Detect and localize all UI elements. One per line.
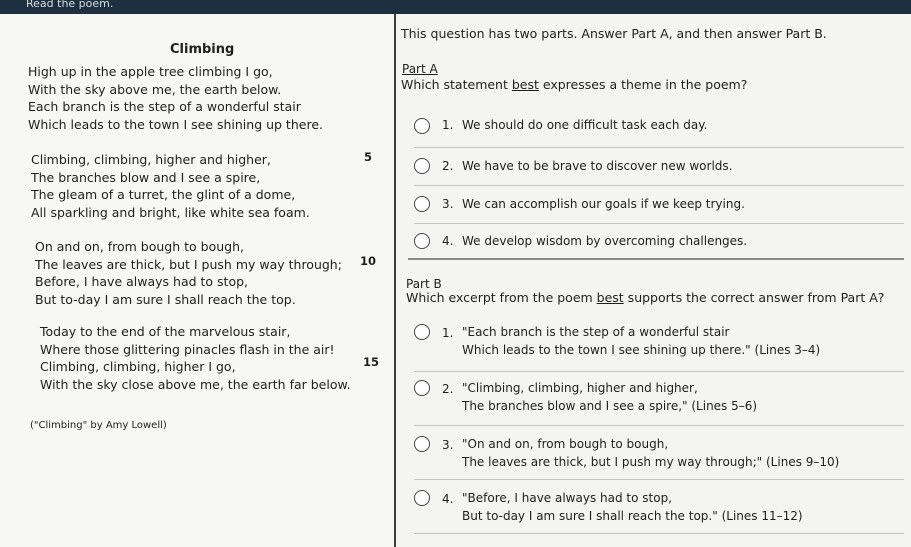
question-intro: This question has two parts. Answer Part A, and then answer Part B. xyxy=(401,26,827,41)
option-text-line-2: But to-day I am sure I shall reach the top." (Lines 11–12) xyxy=(462,509,803,523)
poem-line: All sparkling and bright, like white sea foam. xyxy=(31,204,310,220)
option-text: We can accomplish our goals if we keep trying. xyxy=(462,197,745,211)
poem-panel xyxy=(0,14,394,547)
poem-line: Which leads to the town I see shining up there. xyxy=(28,116,323,132)
part-b-option-1[interactable] xyxy=(414,316,904,372)
poem-line: Climbing, climbing, higher I go, xyxy=(40,359,236,374)
option-number: 2. xyxy=(442,382,454,396)
option-number: 3. xyxy=(442,438,454,452)
poem-line: With the sky close above me, the earth far below. xyxy=(40,376,351,392)
radio-button[interactable] xyxy=(414,158,430,174)
radio-button[interactable] xyxy=(414,490,430,506)
poem-line: With the sky above me, the earth below. xyxy=(28,81,282,97)
part-b-option-3[interactable] xyxy=(414,426,904,480)
option-text-line-1: "Each branch is the step of a wonderful stair xyxy=(462,325,730,339)
poem-line: Today to the end of the marvelous stair, xyxy=(40,324,291,339)
poem-line: Each branch is the step of a wonderful stair xyxy=(28,99,301,114)
part-separator xyxy=(408,258,904,260)
part-a-option-1[interactable] xyxy=(414,110,904,148)
stanza-1 xyxy=(28,63,348,133)
part-a-prompt-end: expresses a theme in the poem? xyxy=(538,77,748,92)
option-number: 1. xyxy=(442,118,454,132)
poem-line: Where those glittering pinacles flash in the air! xyxy=(40,341,335,357)
stanza-3 xyxy=(35,238,355,308)
line-number-10: 10 xyxy=(360,254,377,268)
option-number: 4. xyxy=(442,234,454,248)
part-b-option-2[interactable] xyxy=(414,372,904,426)
line-number-15: 15 xyxy=(363,355,380,369)
instruction-text: Read the poem. xyxy=(26,0,114,10)
option-number: 1. xyxy=(442,326,454,340)
option-text-line-1: "Climbing, climbing, higher and higher, xyxy=(462,381,698,395)
poem-line: High up in the apple tree climbing I go, xyxy=(28,64,273,79)
option-text-line-1: "On and on, from bough to bough, xyxy=(462,437,669,451)
line-number-5: 5 xyxy=(364,150,373,164)
part-a-option-2[interactable] xyxy=(414,148,904,186)
option-number: 4. xyxy=(442,492,454,506)
radio-button[interactable] xyxy=(414,380,430,396)
part-b-prompt-start: Which excerpt from the poem xyxy=(406,290,597,305)
part-a-prompt-start: Which statement xyxy=(401,77,512,92)
option-text: We develop wisdom by overcoming challenges. xyxy=(462,234,748,248)
poem-line: On and on, from bough to bough, xyxy=(35,239,244,254)
part-a-prompt xyxy=(401,77,747,92)
part-b-prompt xyxy=(406,290,884,305)
top-instruction-bar xyxy=(0,0,911,14)
poem-line: The gleam of a turret, the glint of a dome, xyxy=(31,187,296,202)
radio-button[interactable] xyxy=(414,118,430,134)
part-a-label: Part A xyxy=(402,62,438,76)
poem-line: Climbing, climbing, higher and higher, xyxy=(31,152,271,167)
option-number: 2. xyxy=(442,159,454,173)
radio-button[interactable] xyxy=(414,233,430,249)
option-text-line-2: Which leads to the town I see shining up there." (Lines 3–4) xyxy=(462,343,821,357)
poem-credit: ("Climbing" by Amy Lowell) xyxy=(30,420,167,431)
part-a-prompt-emphasis: best xyxy=(511,77,539,92)
poem-title: Climbing xyxy=(170,42,235,57)
radio-button[interactable] xyxy=(414,436,430,452)
part-b-prompt-emphasis: best xyxy=(596,290,624,305)
option-text: We should do one difficult task each day. xyxy=(462,118,708,132)
radio-button[interactable] xyxy=(414,324,430,340)
part-b-option-4[interactable] xyxy=(414,480,904,534)
stanza-2 xyxy=(31,151,351,221)
option-text-line-2: The leaves are thick, but I push my way through;" (Lines 9–10) xyxy=(462,455,840,469)
part-a-option-4[interactable] xyxy=(414,224,904,258)
question-panel xyxy=(396,14,911,547)
option-text: We have to be brave to discover new worlds. xyxy=(462,159,733,173)
poem-line: Before, I have always had to stop, xyxy=(35,274,249,289)
poem-line: The branches blow and I see a spire, xyxy=(31,169,261,185)
radio-button[interactable] xyxy=(414,196,430,212)
option-text-line-2: The branches blow and I see a spire," (Lines 5–6) xyxy=(462,399,758,413)
poem-line: But to-day I am sure I shall reach the top. xyxy=(35,291,296,307)
option-number: 3. xyxy=(442,197,454,211)
option-text-line-1: "Before, I have always had to stop, xyxy=(462,491,672,505)
poem-line: The leaves are thick, but I push my way through; xyxy=(35,256,342,272)
part-a-option-3[interactable] xyxy=(414,186,904,224)
stanza-4 xyxy=(40,323,360,393)
part-b-label: Part B xyxy=(406,277,442,291)
part-b-prompt-end: supports the correct answer from Part A? xyxy=(623,290,885,305)
